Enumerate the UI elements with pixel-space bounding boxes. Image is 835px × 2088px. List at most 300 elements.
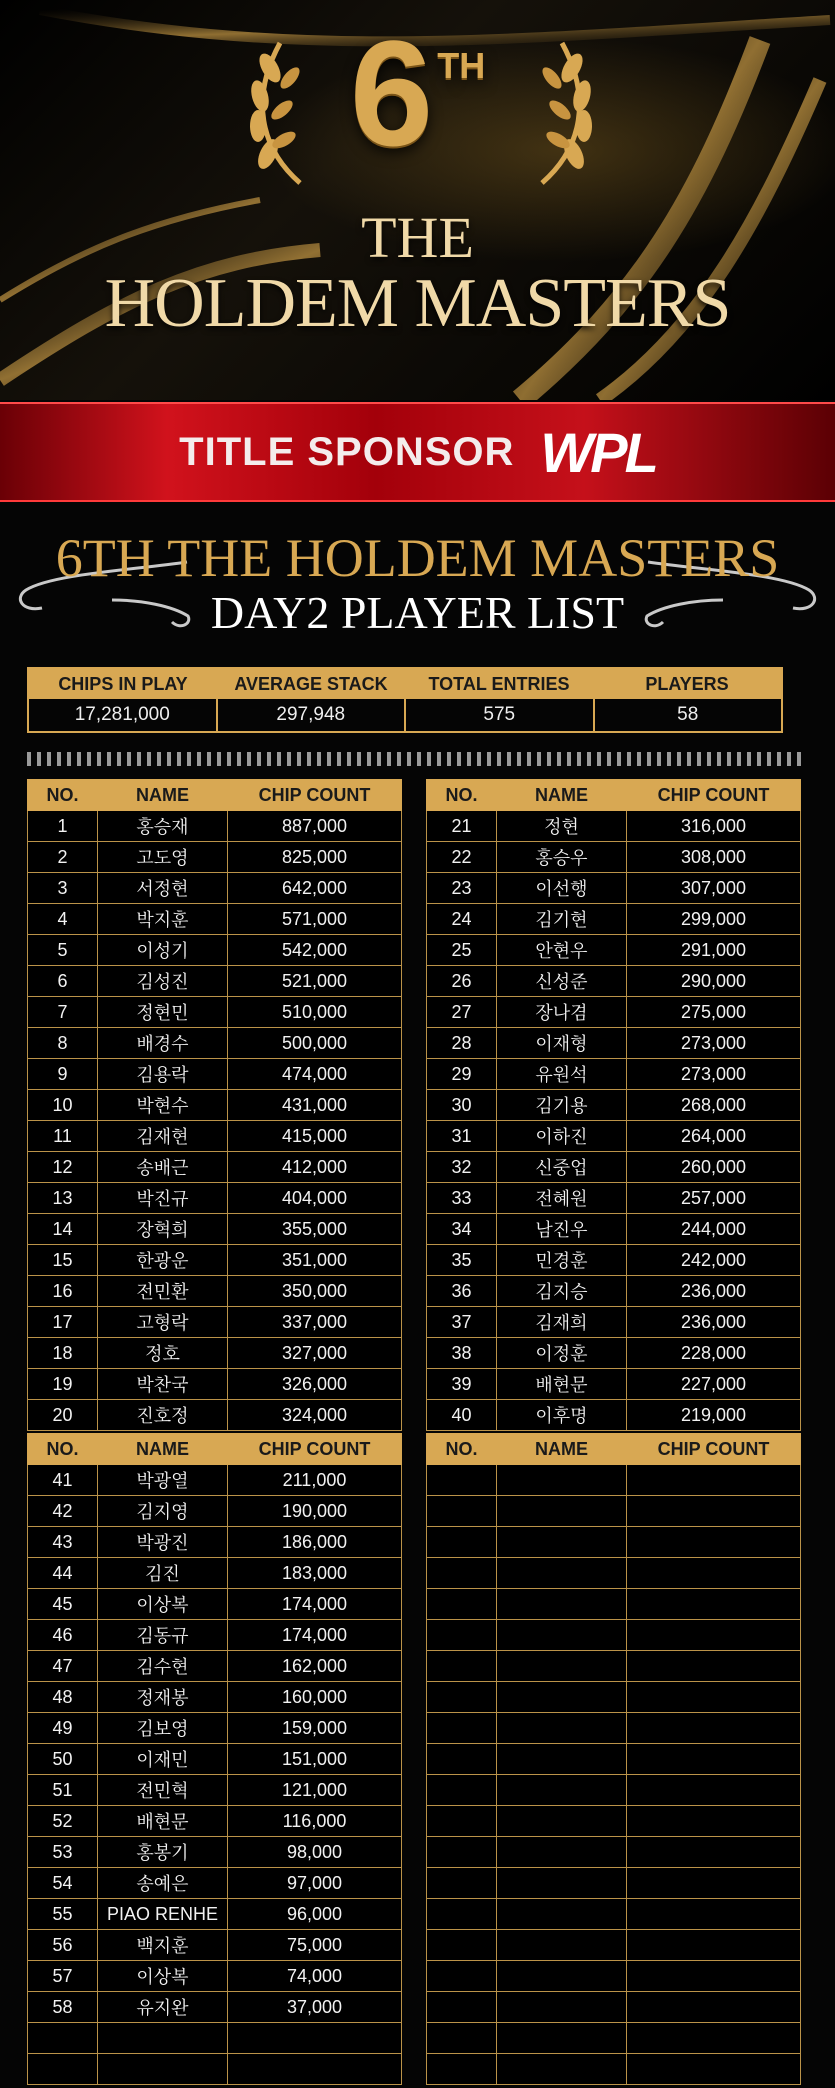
player-no: 2 — [28, 842, 98, 873]
player-no: 38 — [427, 1338, 497, 1369]
player-no — [427, 2023, 497, 2054]
player-no: 27 — [427, 997, 497, 1028]
player-name: 홍봉기 — [98, 1837, 228, 1868]
table-header-row — [427, 1434, 801, 1465]
player-name: 이하진 — [497, 1121, 627, 1152]
player-name — [497, 1868, 627, 1899]
player-chip-count — [627, 1961, 801, 1992]
player-chip-count: 291,000 — [627, 935, 801, 966]
table-row — [28, 1682, 402, 1713]
table-row — [427, 1121, 801, 1152]
player-chip-count: 160,000 — [228, 1682, 402, 1713]
player-name: 박진규 — [98, 1183, 228, 1214]
player-name — [497, 2023, 627, 2054]
player-chip-count — [627, 1558, 801, 1589]
player-table-41-58 — [27, 1433, 402, 2085]
player-no: 40 — [427, 1400, 497, 1431]
player-name — [497, 1744, 627, 1775]
player-name: 배경수 — [98, 1028, 228, 1059]
player-no: 49 — [28, 1713, 98, 1744]
player-name: 진호정 — [98, 1400, 228, 1431]
player-no — [427, 1713, 497, 1744]
player-chip-count: 242,000 — [627, 1245, 801, 1276]
stats-header-row — [29, 669, 781, 699]
stat-value-average-stack: 297,948 — [218, 699, 407, 731]
table-row — [427, 1868, 801, 1899]
player-no: 41 — [28, 1465, 98, 1496]
player-name: 고도영 — [98, 842, 228, 873]
table-header-row — [28, 1434, 402, 1465]
player-name — [497, 1899, 627, 1930]
table-row — [427, 1059, 801, 1090]
player-no — [427, 1620, 497, 1651]
player-chip-count — [228, 2054, 402, 2085]
player-no — [427, 1558, 497, 1589]
player-chip-count — [627, 1651, 801, 1682]
stat-header-total-entries: TOTAL ENTRIES — [428, 674, 570, 694]
header-chip-count: CHIP COUNT — [627, 1434, 801, 1465]
player-name: 송배근 — [98, 1152, 228, 1183]
player-name: 장나겸 — [497, 997, 627, 1028]
table-row — [427, 1806, 801, 1837]
table-row — [28, 1400, 402, 1431]
player-chip-count: 268,000 — [627, 1090, 801, 1121]
player-no: 22 — [427, 842, 497, 873]
table-row — [28, 811, 402, 842]
table-row — [28, 1028, 402, 1059]
table-row — [427, 1400, 801, 1431]
player-no: 23 — [427, 873, 497, 904]
player-name — [497, 1961, 627, 1992]
player-name: 박광진 — [98, 1527, 228, 1558]
table-row — [28, 1276, 402, 1307]
table-row — [28, 1558, 402, 1589]
header-chip-count: CHIP COUNT — [228, 780, 402, 811]
player-no — [427, 1682, 497, 1713]
player-name: 홍승우 — [497, 842, 627, 873]
player-no: 14 — [28, 1214, 98, 1245]
table-row — [28, 1121, 402, 1152]
header-name: NAME — [497, 780, 627, 811]
table-row — [427, 1992, 801, 2023]
player-no: 3 — [28, 873, 98, 904]
player-chip-count — [627, 1806, 801, 1837]
player-no: 28 — [427, 1028, 497, 1059]
player-no — [427, 1775, 497, 1806]
table-row — [427, 966, 801, 997]
table-header-row — [427, 780, 801, 811]
player-chip-count: 98,000 — [228, 1837, 402, 1868]
player-chip-count: 474,000 — [228, 1059, 402, 1090]
player-name: 장혁희 — [98, 1214, 228, 1245]
table-row — [427, 1527, 801, 1558]
player-chip-count: 244,000 — [627, 1214, 801, 1245]
edition-ordinal: TH — [437, 45, 486, 86]
sponsor-logo: WPL — [540, 420, 656, 484]
player-chip-count: 264,000 — [627, 1121, 801, 1152]
player-name: 정호 — [98, 1338, 228, 1369]
player-table-empty — [426, 1433, 801, 2085]
player-no — [427, 1992, 497, 2023]
player-no: 4 — [28, 904, 98, 935]
player-name: 서정현 — [98, 873, 228, 904]
player-chip-count: 151,000 — [228, 1744, 402, 1775]
player-chip-count: 431,000 — [228, 1090, 402, 1121]
hero-title-line2: HOLDEM MASTERS — [104, 265, 731, 342]
table-row — [28, 1307, 402, 1338]
table-row — [28, 1961, 402, 1992]
player-name: 홍승재 — [98, 811, 228, 842]
player-chip-count — [627, 1744, 801, 1775]
player-no: 31 — [427, 1121, 497, 1152]
player-no — [427, 1899, 497, 1930]
player-no — [427, 1744, 497, 1775]
player-name: 김지승 — [497, 1276, 627, 1307]
table-row — [427, 2054, 801, 2085]
player-name: 유원석 — [497, 1059, 627, 1090]
player-no: 11 — [28, 1121, 98, 1152]
table-row — [28, 1899, 402, 1930]
hero-banner — [0, 0, 835, 400]
player-chip-count: 236,000 — [627, 1307, 801, 1338]
player-chip-count — [627, 1496, 801, 1527]
player-no — [427, 1465, 497, 1496]
table-row — [427, 1465, 801, 1496]
player-chip-count — [228, 2023, 402, 2054]
sponsor-label: TITLE SPONSOR — [179, 429, 515, 474]
player-name — [497, 1620, 627, 1651]
player-chip-count: 404,000 — [228, 1183, 402, 1214]
table-row — [28, 904, 402, 935]
player-no: 58 — [28, 1992, 98, 2023]
player-chip-count: 500,000 — [228, 1028, 402, 1059]
player-chip-count: 275,000 — [627, 997, 801, 1028]
player-chip-count: 211,000 — [228, 1465, 402, 1496]
player-no: 47 — [28, 1651, 98, 1682]
player-chip-count: 307,000 — [627, 873, 801, 904]
player-chip-count: 326,000 — [228, 1369, 402, 1400]
player-no: 53 — [28, 1837, 98, 1868]
player-no: 44 — [28, 1558, 98, 1589]
table-row — [427, 1090, 801, 1121]
player-name: 남진우 — [497, 1214, 627, 1245]
header-chip-count: CHIP COUNT — [627, 780, 801, 811]
player-chip-count: 121,000 — [228, 1775, 402, 1806]
player-chip-count: 74,000 — [228, 1961, 402, 1992]
player-no — [28, 2054, 98, 2085]
tournament-stats — [27, 667, 783, 733]
player-no: 21 — [427, 811, 497, 842]
player-chip-count: 174,000 — [228, 1589, 402, 1620]
table-row — [427, 1028, 801, 1059]
table-row — [28, 935, 402, 966]
player-name: 김재현 — [98, 1121, 228, 1152]
player-no: 34 — [427, 1214, 497, 1245]
player-name — [497, 1992, 627, 2023]
player-chip-count: 308,000 — [627, 842, 801, 873]
player-chip-count: 273,000 — [627, 1028, 801, 1059]
player-no: 15 — [28, 1245, 98, 1276]
player-chip-count — [627, 2054, 801, 2085]
player-no — [427, 1527, 497, 1558]
player-chip-count — [627, 1620, 801, 1651]
table-row — [28, 1465, 402, 1496]
player-chip-count: 183,000 — [228, 1558, 402, 1589]
table-row — [28, 1713, 402, 1744]
player-no: 26 — [427, 966, 497, 997]
player-name: 이선행 — [497, 873, 627, 904]
player-no — [427, 1589, 497, 1620]
player-name — [98, 2023, 228, 2054]
table-row — [427, 1307, 801, 1338]
player-name: 이정훈 — [497, 1338, 627, 1369]
player-chip-count: 324,000 — [228, 1400, 402, 1431]
table-row — [427, 1183, 801, 1214]
player-no: 6 — [28, 966, 98, 997]
player-no: 7 — [28, 997, 98, 1028]
player-name: 김수현 — [98, 1651, 228, 1682]
player-name — [497, 1713, 627, 1744]
table-row — [427, 1682, 801, 1713]
table-row — [427, 1651, 801, 1682]
player-no — [28, 2023, 98, 2054]
player-name: 박찬국 — [98, 1369, 228, 1400]
table-row — [28, 1496, 402, 1527]
player-chip-count: 159,000 — [228, 1713, 402, 1744]
player-chip-count: 521,000 — [228, 966, 402, 997]
player-name — [497, 1589, 627, 1620]
player-name: 백지훈 — [98, 1930, 228, 1961]
player-name — [497, 1496, 627, 1527]
player-name — [497, 2054, 627, 2085]
player-name: 박지훈 — [98, 904, 228, 935]
table-row — [427, 904, 801, 935]
player-chip-count: 97,000 — [228, 1868, 402, 1899]
player-no: 12 — [28, 1152, 98, 1183]
table-row — [427, 935, 801, 966]
table-row — [427, 1744, 801, 1775]
stat-value-players: 58 — [677, 704, 699, 725]
player-chip-count: 116,000 — [228, 1806, 402, 1837]
player-name: PIAO RENHE — [98, 1899, 228, 1930]
table-row — [28, 1527, 402, 1558]
player-name: 김성진 — [98, 966, 228, 997]
player-name — [497, 1775, 627, 1806]
player-no: 9 — [28, 1059, 98, 1090]
player-chip-count: 219,000 — [627, 1400, 801, 1431]
player-name: 김용락 — [98, 1059, 228, 1090]
player-name: 전민혁 — [98, 1775, 228, 1806]
table-row — [28, 842, 402, 873]
player-no — [427, 1930, 497, 1961]
table-row — [28, 1837, 402, 1868]
player-name: 박현수 — [98, 1090, 228, 1121]
player-chip-count — [627, 1713, 801, 1744]
stat-value-chips-in-play: 17,281,000 — [29, 699, 218, 731]
player-name — [497, 1682, 627, 1713]
player-chip-count: 355,000 — [228, 1214, 402, 1245]
table-row — [28, 1775, 402, 1806]
player-name: 이후명 — [497, 1400, 627, 1431]
player-name: 정현 — [497, 811, 627, 842]
player-name: 민경훈 — [497, 1245, 627, 1276]
player-no — [427, 1837, 497, 1868]
player-no: 17 — [28, 1307, 98, 1338]
player-name: 김재희 — [497, 1307, 627, 1338]
player-no: 29 — [427, 1059, 497, 1090]
player-no: 42 — [28, 1496, 98, 1527]
player-chip-count: 412,000 — [228, 1152, 402, 1183]
page-title: 6TH THE HOLDEM MASTERS — [55, 528, 780, 588]
player-chip-count: 190,000 — [228, 1496, 402, 1527]
table-row — [28, 1992, 402, 2023]
hero-title-line1: THE — [361, 205, 474, 270]
player-no: 8 — [28, 1028, 98, 1059]
player-chip-count: 825,000 — [228, 842, 402, 873]
table-row — [28, 1930, 402, 1961]
player-name — [497, 1527, 627, 1558]
player-table-21-40 — [426, 779, 801, 1431]
table-row — [28, 997, 402, 1028]
player-no: 55 — [28, 1899, 98, 1930]
player-name: 김보영 — [98, 1713, 228, 1744]
player-name: 박광열 — [98, 1465, 228, 1496]
table-row — [427, 1245, 801, 1276]
table-row — [427, 811, 801, 842]
player-name: 김진 — [98, 1558, 228, 1589]
player-name: 배현문 — [98, 1806, 228, 1837]
player-no: 5 — [28, 935, 98, 966]
title-sponsor-banner — [0, 402, 835, 502]
player-chip-count: 162,000 — [228, 1651, 402, 1682]
player-no: 20 — [28, 1400, 98, 1431]
header-name: NAME — [98, 780, 228, 811]
player-name: 신중업 — [497, 1152, 627, 1183]
player-name: 이상복 — [98, 1961, 228, 1992]
player-no: 52 — [28, 1806, 98, 1837]
player-no — [427, 1868, 497, 1899]
table-row — [427, 1620, 801, 1651]
player-no: 56 — [28, 1930, 98, 1961]
player-chip-count: 415,000 — [228, 1121, 402, 1152]
table-row — [28, 1744, 402, 1775]
table-row — [28, 2023, 402, 2054]
player-chip-count — [627, 1527, 801, 1558]
player-chip-count: 75,000 — [228, 1930, 402, 1961]
player-chip-count: 510,000 — [228, 997, 402, 1028]
player-chip-count: 642,000 — [228, 873, 402, 904]
player-name — [497, 1558, 627, 1589]
player-chip-count: 227,000 — [627, 1369, 801, 1400]
player-no: 13 — [28, 1183, 98, 1214]
header-name: NAME — [497, 1434, 627, 1465]
player-chip-count: 337,000 — [228, 1307, 402, 1338]
table-row — [427, 1558, 801, 1589]
table-row — [28, 1338, 402, 1369]
table-row — [28, 2054, 402, 2085]
player-chip-count: 174,000 — [228, 1620, 402, 1651]
player-chip-count: 236,000 — [627, 1276, 801, 1307]
player-chip-count: 887,000 — [228, 811, 402, 842]
player-name: 고형락 — [98, 1307, 228, 1338]
player-name: 전혜원 — [497, 1183, 627, 1214]
player-chip-count — [627, 1465, 801, 1496]
header-no: NO. — [427, 1434, 497, 1465]
player-no: 43 — [28, 1527, 98, 1558]
player-name — [497, 1930, 627, 1961]
player-name — [497, 1651, 627, 1682]
table-row — [427, 1152, 801, 1183]
player-chip-count: 316,000 — [627, 811, 801, 842]
table-row — [427, 1496, 801, 1527]
table-row — [28, 1183, 402, 1214]
player-no: 50 — [28, 1744, 98, 1775]
player-name — [497, 1465, 627, 1496]
table-row — [28, 1369, 402, 1400]
player-name: 김동규 — [98, 1620, 228, 1651]
table-row — [28, 1152, 402, 1183]
player-name: 정현민 — [98, 997, 228, 1028]
player-no: 39 — [427, 1369, 497, 1400]
player-no: 54 — [28, 1868, 98, 1899]
stat-header-average-stack: AVERAGE STACK — [234, 674, 388, 694]
player-no: 36 — [427, 1276, 497, 1307]
player-name: 신성준 — [497, 966, 627, 997]
player-no: 45 — [28, 1589, 98, 1620]
player-no: 35 — [427, 1245, 497, 1276]
player-no: 48 — [28, 1682, 98, 1713]
table-header-row — [28, 780, 402, 811]
player-chip-count: 351,000 — [228, 1245, 402, 1276]
player-name: 유지완 — [98, 1992, 228, 2023]
player-name: 김지영 — [98, 1496, 228, 1527]
player-no: 37 — [427, 1307, 497, 1338]
table-row — [28, 873, 402, 904]
table-row — [28, 966, 402, 997]
player-chip-count: 571,000 — [228, 904, 402, 935]
player-chip-count — [627, 1589, 801, 1620]
player-name: 김기현 — [497, 904, 627, 935]
player-name — [497, 1837, 627, 1868]
player-chip-count — [627, 1775, 801, 1806]
table-row — [28, 1651, 402, 1682]
player-no: 1 — [28, 811, 98, 842]
player-chip-count: 260,000 — [627, 1152, 801, 1183]
page-subtitle: DAY2 PLAYER LIST — [210, 587, 625, 638]
table-row — [28, 1620, 402, 1651]
table-row — [427, 1369, 801, 1400]
stat-header-chips-in-play: CHIPS IN PLAY — [58, 674, 188, 694]
player-no: 24 — [427, 904, 497, 935]
table-row — [28, 1059, 402, 1090]
table-row — [427, 1961, 801, 1992]
player-name: 한광운 — [98, 1245, 228, 1276]
player-no: 19 — [28, 1369, 98, 1400]
player-chip-count: 299,000 — [627, 904, 801, 935]
dashed-divider — [27, 752, 807, 766]
player-chip-count — [627, 2023, 801, 2054]
player-name: 이성기 — [98, 935, 228, 966]
player-no: 32 — [427, 1152, 497, 1183]
player-no: 18 — [28, 1338, 98, 1369]
stat-value-total-entries: 575 — [406, 699, 595, 731]
player-name: 송예은 — [98, 1868, 228, 1899]
player-no — [427, 1651, 497, 1682]
player-no — [427, 1496, 497, 1527]
player-chip-count: 96,000 — [228, 1899, 402, 1930]
table-row — [427, 1214, 801, 1245]
table-row — [427, 1589, 801, 1620]
